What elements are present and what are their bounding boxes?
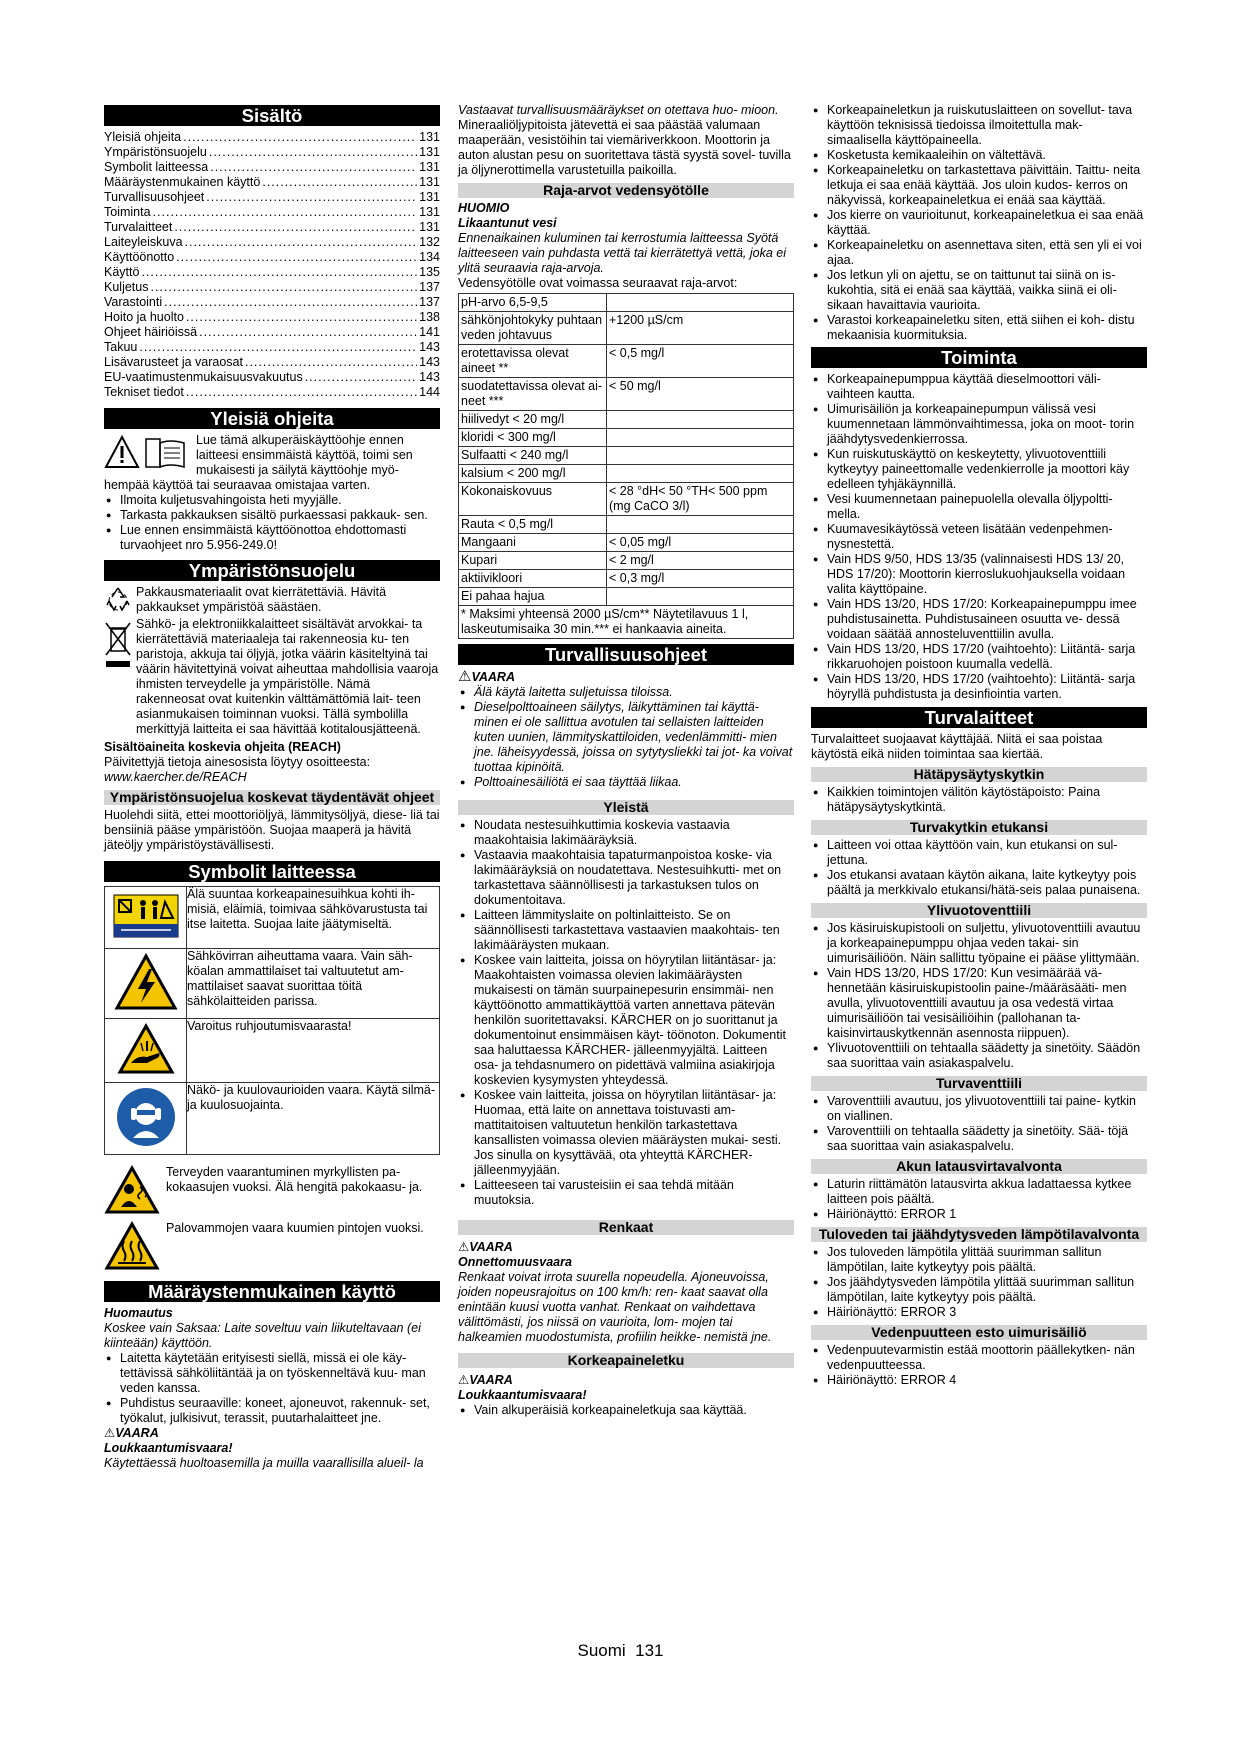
frost-warning-icon (105, 887, 187, 949)
charge-monitor-bullets (811, 1177, 1147, 1222)
danger-heading: Loukkaantumisvaara! (104, 1441, 233, 1455)
emergency-stop-title: Hätäpysäytyskytkin (811, 767, 1147, 782)
list-item: ● Laitteeseen tai varusteisiin ei saa tehdä mitään muutoksia. (458, 1178, 794, 1208)
toc-entry-title: Turvallisuusohjeet (104, 190, 205, 204)
toc-entry[interactable] (104, 220, 440, 235)
table-row (459, 345, 794, 378)
toc-entry-page: 137 (419, 295, 440, 309)
toc-entry[interactable] (104, 175, 440, 190)
high-voltage-icon (105, 949, 187, 1019)
crossed-bin-icon (104, 619, 134, 675)
water-limits-table (458, 293, 794, 639)
limit-parameter: Ei pahaa hajua (459, 588, 607, 606)
toc-entry[interactable] (104, 190, 440, 205)
water-intro: Vedensyötölle ovat voimassa seuraavat raja-arvot: (458, 276, 738, 290)
general-intro-line: Lue tämä alkuperäiskäyttöohje ennen (196, 433, 404, 447)
toc-leader (199, 325, 417, 340)
env2-title: Ympäristönsuojelua koskevat täydentävät ohjeet (104, 790, 440, 805)
list-item: ● Lue ennen ensimmäistä käyttöönottoa ehdottomasti turvaohjeet nro 5.956-249.0! (104, 523, 440, 553)
general-intro (104, 433, 440, 478)
general-intro-tail: hempää käyttöä tai seuraavaa omistajaa varten. (104, 478, 371, 492)
relief-valve-bullets (811, 1094, 1147, 1154)
toc-leader (262, 175, 417, 190)
list-item: ● Ylivuotoventtiili on tehtaalla säädetty ja sinetöity. Säädön saa suorittaa vain asiakaspalvelu. (811, 1041, 1147, 1071)
toc-leader (186, 385, 417, 400)
table-row (459, 606, 794, 639)
table-row (105, 1019, 440, 1083)
table-row (459, 483, 794, 516)
list-item: ● Koskee vain laitteita, joissa on höyrytilan liitäntäsar- ja: Maakohtaisten voimassa olevien lakimääräysten mukaisesti on tämän suurpainepesurin ensimmäi- nen käyttöönotto ammattikäyttöä varten annettava pätevän henkilön suoritettavaksi. KÄRCHER on jo suorittanut ja dokumentoinut ensimmäisen käyt- töönoton. Dokumentit saa haluttaessa KÄRCHER- jälleenmyyjältä. Laitteen osa- ja tehdasnumero on pidettävä valmiina asiakirjoja koskevien kysymysten yhteydessä. (458, 953, 794, 1088)
toc-leader (245, 355, 417, 370)
table-row (459, 294, 794, 312)
toc-entry-page: 132 (419, 235, 440, 249)
note-text: Koskee vain Saksaa: Laite soveltuu vain liikuteltavaan (ei kiinteään) käyttöön. (104, 1321, 421, 1350)
toc-entry[interactable] (104, 145, 440, 160)
table-row (459, 588, 794, 606)
front-cover-bullets (811, 838, 1147, 898)
warning-icon: ⚠ (104, 1426, 116, 1440)
toc-entry-title: Yleisiä ohjeita (104, 130, 182, 144)
notice-text: Ennenaikainen kuluminen tai kerrostumia laitteessa Syötä laitteeseen vain puhdasta vettä tai kierrätettyä vettä, joka ei ylitä seuraavia raja-arvoja. (458, 231, 786, 275)
reach-text: Päivitettyjä tietoja ainesosista löytyy osoitteesta: (104, 755, 371, 769)
danger-text: Käytettäessä huoltoasemilla ja muilla vaarallisilla alueil- la (104, 1456, 424, 1470)
symbol-text: Varoitus ruhjoutumisvaarasta! (187, 1019, 440, 1083)
env-weee (104, 617, 440, 737)
limit-value: < 0,05 mg/l (607, 534, 794, 552)
toc-leader (164, 295, 417, 310)
danger-label-text: VAARA (471, 670, 515, 684)
toxic-gas-row (104, 1165, 440, 1219)
top-text: Mineraaliöljypitoista jätevettä ei saa päästää valumaan maaperään, vesistöihin tai viemäriverkkoon. Moottorin ja auton alustan pesu on suoritettava tästä syystä sovel- tuvilla ja öljynerottimella varustetuilla paikoilla. (458, 118, 791, 177)
toc-entry-page: 138 (419, 310, 440, 324)
toc-leader (150, 280, 417, 295)
toc-entry-page: 141 (419, 325, 440, 339)
list-item: ● Polttoainesäiliötä ei saa täyttää liikaa. (458, 775, 794, 790)
hose-bullets (811, 103, 1147, 343)
symbols-table (104, 886, 440, 1155)
toc-entry-title: Varastointi (104, 295, 163, 309)
list-item: ● Varoventtiili on tehtaalla säädetty ja sinetöity. Sää- töjä saa suorittaa vain asiakaspalvelu. (811, 1124, 1147, 1154)
danger-label (458, 1240, 794, 1255)
table-row (459, 534, 794, 552)
table-row (459, 312, 794, 345)
emergency-stop-bullets (811, 785, 1147, 815)
toc-entry-page: 131 (419, 205, 440, 219)
symbol-text: Näkö- ja kuulovaurioiden vaara. Käytä silmä- ja kuulosuojainta. (187, 1083, 440, 1155)
list-item: ● Älä käytä laitetta suljetuissa tiloissa. (458, 685, 794, 700)
env-recycle (104, 585, 440, 617)
list-item: ● Uimurisäiliön ja korkeapainepumpun välissä vesi kuumennetaan lämmönvaihtimessa, joka on moot- torin jäähdytysvedenkierrossa. (811, 402, 1147, 447)
list-item: ● Laitteen lämmityslaite on poltinlaitteisto. Se on säännöllisesti tarkastettava vastaavien maakohtais- ten lakimääräysten mukaan. (458, 908, 794, 953)
toc-entry-page: 143 (419, 340, 440, 354)
toc-entry-page: 131 (419, 145, 440, 159)
warning-icon: ⚠ (458, 668, 472, 685)
symbol-text: Sähkövirran aiheuttama vaara. Vain säh- köalan ammattilaiset tai valtuutetut am- mattilaiset saavat suorittaa töitä sähkölaitteiden parissa. (187, 949, 440, 1019)
toxic-gas-text: Terveyden vaarantuminen myrkyllisten pa- kokaasujen vuoksi. Älä hengitä pakokaasu- ja. (166, 1165, 423, 1194)
list-item: ● Tarkasta pakkauksen sisältö purkaessasi pakkauk- sen. (104, 508, 440, 523)
toc-entry[interactable] (104, 160, 440, 175)
list-item: ● Koskee vain laitteita, joissa on höyrytilan liitäntäsar- ja: Huomaa, että laite on annettava toistuvasti am- mattitaitoisen valtuutetun henkilön tarkastettava kansallisten voimassa olevien määräysten mukai- sesti. Jos sinulla on kysyttävää, ota yhteyttä KÄRCHER-jälleenmyyjään. (458, 1088, 794, 1178)
toxic-gas-icon (104, 1165, 166, 1219)
toc-entry-page: 131 (419, 175, 440, 189)
toc-leader (305, 370, 417, 385)
list-item: ● Vastaavia maakohtaisia tapaturmanpoistoa koske- via lakimääräyksiä on noudatettava. Nestesuihkutti- met on tarkastettava säännöllisesti ja tarkastuksen tulos on dokumentoitava. (458, 848, 794, 908)
toc-entry-title: Ohjeet häiriöissä (104, 325, 198, 339)
table-row (105, 949, 440, 1019)
toc-leader (174, 220, 417, 235)
list-item: ● Dieselpolttoaineen säilytys, läikyttäminen tai käyttä- minen ei ole sallittua avotulen tai sellaisten laitteiden kuten uunien, lämmityskattiloiden, vedenlämmitti- mien jne. läheisyydessä, joissa on sytytysliekki tai jot- ka voivat tuottaa kipinöitä. (458, 700, 794, 775)
toc-leader (183, 130, 417, 145)
limit-parameter: kloridi < 300 mg/l (459, 429, 607, 447)
env-weee-text: Sähkö- ja elektroniikkalaitteet sisältävät arvokkai- ta kierrätettäviä materiaaleja tai rakenneosia ku- ten paristoja, akkuja tai öljyjä, jotka väärin käsiteltyinä tai väärin hävitettyinä voivat aiheuttaa mahdollisia vaaroja ihmisten terveydelle ja ympäristölle. Nämä rakenneosat ovat kuitenkin välttämättömiä lait- teen asianmukaisen toiminnan vuoksi. Tällä symbolilla merkittyjä laitteita ei saa hävittää kotitalousjätteenä. (136, 617, 439, 736)
list-item: ● Laturin riittämätön latausvirta akkua ladattaessa kytkee laitteen pois päältä. (811, 1177, 1147, 1207)
read-manual-icon (104, 433, 196, 478)
hot-surface-text: Palovammojen vaara kuumien pintojen vuoksi. (166, 1221, 424, 1235)
toc-entry[interactable] (104, 250, 440, 265)
warning-icon: ⚠ (458, 1240, 470, 1254)
warning-icon: ⚠ (458, 1373, 470, 1387)
toc-entry[interactable] (104, 355, 440, 370)
list-item: ● Vain HDS 13/20, HDS 17/20: Kun vesimäärää vä- hennetään käsiruiskupistoolin paine-/määräsääti- men avulla, ylivuotoventtiili avautuu ja osa vedestä virtaa uimurisäiliöön tai vesisäiliöihin (pallohanan ta- kaisinvirtauskytkennän asennosta riippuen). (811, 966, 1147, 1041)
toc-entry[interactable] (104, 385, 440, 400)
temperature-monitor-title: Tuloveden tai jäähdytysveden lämpötilavalvonta (811, 1227, 1147, 1242)
list-item: ● Korkeapaineletku on tarkastettava päivittäin. Taittu- neita letkuja ei saa enää käyttää. Jos uloin kudos- kerros on näkyvissä, korkeapaineletkua ei enää saa käyttää. (811, 163, 1147, 208)
list-item: ● Korkeapaineletku on asennettava siten, että sen yli ei voi ajaa. (811, 238, 1147, 268)
limit-parameter: erotettavissa olevat aineet ** (459, 345, 607, 378)
limit-value (607, 294, 794, 312)
limit-value: < 50 mg/l (607, 378, 794, 411)
limit-parameter: Sulfaatti < 240 mg/l (459, 447, 607, 465)
list-item: ● Vain HDS 9/50, HDS 13/35 (valinnaisesti HDS 13/ 20, HDS 17/20): Moottorin kierroslukuohjauksella voidaan valita käyttöpaine. (811, 552, 1147, 597)
limit-parameter: aktiivikloori (459, 570, 607, 588)
toc-entry-title: Laiteyleiskuva (104, 235, 183, 249)
toc-title: Sisältö (104, 105, 440, 126)
env-recycle-text: Pakkausmateriaalit ovat kierrätettäviä. Hävitä pakkaukset ympäristöä säästäen. (136, 585, 387, 614)
toc-entry-title: Käyttö (104, 265, 140, 279)
list-item: ● Häiriönäyttö: ERROR 3 (811, 1305, 1147, 1320)
toc-leader (153, 205, 418, 220)
toc-entry[interactable] (104, 295, 440, 310)
use-bullets (104, 1351, 440, 1426)
toc-entry-title: Hoito ja huolto (104, 310, 184, 324)
intended-use-title: Määräystenmukainen käyttö (104, 1281, 440, 1302)
table-row (459, 447, 794, 465)
toc-entry[interactable] (104, 265, 440, 280)
general-intro-line: mukaisesti ja säilytä käyttöohje myö- (196, 463, 399, 477)
page-footer (0, 1643, 1241, 1658)
toc-entry-title: Takuu (104, 340, 138, 354)
list-item: ● Kuumavesikäytössä veteen lisätään vedenpehmen- nysnestettä. (811, 522, 1147, 552)
tyres-title: Renkaat (458, 1220, 794, 1235)
list-item: ● Kosketusta kemikaaleihin on vältettävä. (811, 148, 1147, 163)
function-title: Toiminta (811, 347, 1147, 368)
toc-entry-title: Toiminta (104, 205, 151, 219)
toc-leader (209, 145, 417, 160)
list-item: ● Noudata nestesuihkuttimia koskevia vastaavia maakohtaisia lakimääräyksiä. (458, 818, 794, 848)
hot-surface-icon (104, 1221, 166, 1275)
toc-entry-title: Kuljetus (104, 280, 149, 294)
list-item: ● Puhdistus seuraaville: koneet, ajoneuvot, rakennuk- set, työkalut, julkisivut, terassit, puutarhalaitteet jne. (104, 1396, 440, 1426)
toc-leader (139, 340, 417, 355)
dry-run-bullets (811, 1343, 1147, 1388)
environment-title: Ympäristönsuojelu (104, 560, 440, 581)
limit-value (607, 465, 794, 483)
table-row (459, 378, 794, 411)
ear-eye-protection-icon (105, 1083, 187, 1155)
list-item: ● Jos jäähdytysveden lämpötila ylittää suurimman sallitun lämpötilan, laite kytkeytyy pois päältä. (811, 1275, 1147, 1305)
limit-parameter: Mangaani (459, 534, 607, 552)
table-of-contents (104, 130, 440, 400)
table-row (105, 887, 440, 949)
toc-leader (185, 235, 418, 250)
front-cover-switch-title: Turvakytkin etukansi (811, 820, 1147, 835)
limit-value (607, 516, 794, 534)
toc-entry-page: 135 (419, 265, 440, 279)
toc-entry-page: 143 (419, 355, 440, 369)
list-item: ● Vedenpuutevarmistin estää moottorin päällekytken- nän vedenpuutteessa. (811, 1343, 1147, 1373)
function-bullets (811, 372, 1147, 702)
limit-value (607, 588, 794, 606)
danger-label (104, 1426, 440, 1441)
toc-entry-title: Lisävarusteet ja varaosat (104, 355, 243, 369)
toc-leader (186, 310, 417, 325)
limit-value: < 0,3 mg/l (607, 570, 794, 588)
notice-heading: Likaantunut vesi (458, 216, 557, 230)
safety-devices-text: Turvalaitteet suojaavat käyttäjää. Niitä ei saa poistaa käytöstä eikä niiden toimintaa saa kiertää. (811, 732, 1103, 761)
list-item: ● Laitetta käytetään erityisesti siellä, missä ei ole käy- tettävissä sähköliitäntää ja on työskenneltävä kuu- man veden kanssa. (104, 1351, 440, 1396)
charge-monitor-title: Akun latausvirtavalvonta (811, 1159, 1147, 1174)
toc-entry-page: 131 (419, 190, 440, 204)
limit-parameter: pH-arvo 6,5-9,5 (459, 294, 607, 312)
temperature-monitor-bullets (811, 1245, 1147, 1320)
toc-leader (210, 160, 417, 175)
toc-entry-title: Käyttöönotto (104, 250, 175, 264)
toc-leader (206, 190, 417, 205)
list-item: ● Häiriönäyttö: ERROR 1 (811, 1207, 1147, 1222)
tyres-heading: Onnettomuusvaara (458, 1255, 572, 1269)
column-middle (458, 103, 794, 1418)
toc-entry-page: 131 (419, 220, 440, 234)
symbol-text: Älä suuntaa korkeapainesuihkua kohti ih- misiä, eläimiä, toimivaa sähkövarustusta tai itse laitetta. Suojaa laite jäätymiseltä. (187, 887, 440, 949)
danger-label (458, 1373, 794, 1388)
table-row (459, 429, 794, 447)
toc-entry[interactable] (104, 340, 440, 355)
general-title: Yleistä (458, 800, 794, 815)
footer-language: Suomi (577, 1641, 626, 1660)
water-limits-title: Raja-arvot vedensyötölle (458, 183, 794, 198)
list-item: ● Korkeapaineletkun ja ruiskutuslaitteen on sovellut- tava käyttöön teknisissä tiedoissa ilmoitettulla mak- simaalisella käyttöpaineella. (811, 103, 1147, 148)
symbols-title: Symbolit laitteessa (104, 861, 440, 882)
notice-label: HUOMIO (458, 201, 510, 215)
list-item: ● Jos käsiruiskupistooli on suljettu, ylivuotoventtiili avautuu ja korkeapainepumppu ohjaa veden takai- sin uimurisäiliöön. Näin sallittu työpaine ei pääse ylittymään. (811, 921, 1147, 966)
general-bullets (458, 818, 794, 1208)
list-item: ● Varastoi korkeapaineletku siten, että siihen ei koh- distu mekaanisia kuormituksia. (811, 313, 1147, 343)
limits-footnote: * Maksimi yhteensä 2000 µS/cm** Näytetilavuus 1 l, laskeutumisaika 30 min.*** ei hankaavia aineita. (459, 606, 794, 639)
safety-devices-title: Turvalaitteet (811, 707, 1147, 728)
column-left (104, 103, 440, 1471)
list-item: ● Jos kierre on vaurioitunut, korkeapaineletkua ei saa enää käyttää. (811, 208, 1147, 238)
toc-entry[interactable] (104, 235, 440, 250)
toc-entry-title: Määräystenmukainen käyttö (104, 175, 261, 189)
list-item: ● Ilmoita kuljetusvahingoista heti myyjälle. (104, 493, 440, 508)
toc-entry-title: Ympäristönsuojelu (104, 145, 207, 159)
list-item: ● Kun ruiskutuskäyttö on keskeytetty, ylivuotoventtiili kytkeytyy paineettomalle vedenkierrolle ja moottori käy edelleen tyhjäkäynnillä. (811, 447, 1147, 492)
hose-title: Korkeapaineletku (458, 1353, 794, 1368)
toc-entry-title: EU-vaatimustenmukaisuusvakuutus (104, 370, 303, 384)
list-item: ● Jos etukansi avataan käytön aikana, laite kytkeytyy pois päältä ja merkkivalo etukansi/hätä-seis palaa punaisena. (811, 868, 1147, 898)
list-item: ● Vain HDS 13/20, HDS 17/20 (vaihtoehto): Liitäntä- sarja höyryllä puhdistusta ja desinfiointia varten. (811, 672, 1147, 702)
page-number: 131 (635, 1641, 664, 1660)
table-row (105, 1083, 440, 1155)
limit-parameter: Kokonaiskovuus (459, 483, 607, 516)
limit-parameter: hiilivedyt < 20 mg/l (459, 411, 607, 429)
toc-entry[interactable] (104, 205, 440, 220)
limit-value (607, 429, 794, 447)
limit-parameter: sähkönjohtokyky puhtaan veden johtavuus (459, 312, 607, 345)
hot-surface-row (104, 1221, 440, 1275)
list-item: ● Vain HDS 13/20, HDS 17/20 (vaihtoehto): Liitäntä- sarja rikkaruohojen poistoon kuumalla vedellä. (811, 642, 1147, 672)
table-row (459, 465, 794, 483)
danger-label-text: VAARA (115, 1426, 159, 1440)
toc-entry-title: Turvalaitteet (104, 220, 173, 234)
table-row (459, 516, 794, 534)
list-item: ● Kaikkien toimintojen välitön käytöstäpoisto: Paina hätäpysäytyskytkintä. (811, 785, 1147, 815)
table-row (459, 552, 794, 570)
env2-text: Huolehdi siitä, ettei moottoriöljyä, lämmitysöljyä, diese- liä tai bensiiniä pääse ympäristöön. Suojaa maaperä ja hävitä jäteöljy ympäristöystävällisesti. (104, 808, 440, 852)
hose-bullets (458, 1403, 794, 1418)
recycle-icon (104, 585, 136, 617)
list-item: ● Jos tuloveden lämpötila ylittää suurimman sallitun lämpötilan, laite kytkeytyy pois päältä. (811, 1245, 1147, 1275)
list-item: ● Vain alkuperäisiä korkeapaineletkuja saa käyttää. (458, 1403, 794, 1418)
toc-entry-page: 137 (419, 280, 440, 294)
general-bullets (104, 493, 440, 553)
safety-title: Turvallisuusohjeet (458, 644, 794, 665)
limit-parameter: Kupari (459, 552, 607, 570)
toc-entry-page: 134 (419, 250, 440, 264)
column-right (811, 103, 1147, 1388)
table-row (459, 570, 794, 588)
danger-label (458, 669, 794, 685)
toc-entry[interactable] (104, 130, 440, 145)
top-italic: Vastaavat turvallisuusmääräykset on otettava huo- mioon. (458, 103, 779, 117)
toc-entry[interactable] (104, 370, 440, 385)
list-item: ● Jos letkun yli on ajettu, se on taittunut tai siinä on is- kukohtia, sitä ei enää saa käyttää, vaikka siinä ei oli- sikaan havaittavia vaurioita. (811, 268, 1147, 313)
toc-entry-page: 143 (419, 370, 440, 384)
list-item: ● Laitteen voi ottaa käyttöön vain, kun etukansi on sul- jettuna. (811, 838, 1147, 868)
toc-entry-title: Symbolit laitteessa (104, 160, 209, 174)
limit-value: +1200 µS/cm (607, 312, 794, 345)
hose-heading: Loukkaantumisvaara! (458, 1388, 587, 1402)
toc-entry-page: 144 (419, 385, 440, 399)
table-row (459, 411, 794, 429)
dry-run-title: Vedenpuutteen esto uimurisäiliö (811, 1325, 1147, 1340)
list-item: ● Varoventtiili avautuu, jos ylivuotoventtiili tai paine- kytkin on viallinen. (811, 1094, 1147, 1124)
toc-leader (176, 250, 417, 265)
danger-label-text: VAARA (469, 1240, 513, 1254)
relief-valve-title: Turvaventtiili (811, 1076, 1147, 1091)
limit-value (607, 411, 794, 429)
limit-value: < 0,5 mg/l (607, 345, 794, 378)
list-item: ● Vesi kuumennetaan painepuolella olevalla öljypoltti- mella. (811, 492, 1147, 522)
overflow-valve-bullets (811, 921, 1147, 1071)
scald-hand-icon (105, 1019, 187, 1083)
list-item: ● Korkeapainepumppua käyttää dieselmoottori väli- vaihteen kautta. (811, 372, 1147, 402)
toc-entry-page: 131 (419, 130, 440, 144)
overflow-valve-title: Ylivuotoventtiili (811, 903, 1147, 918)
toc-entry[interactable] (104, 280, 440, 295)
reach-heading: Sisältöaineita koskevia ohjeita (REACH) (104, 740, 341, 754)
toc-entry-page: 131 (419, 160, 440, 174)
note-heading: Huomautus (104, 1306, 173, 1320)
limit-value: < 2 mg/l (607, 552, 794, 570)
toc-leader (141, 265, 417, 280)
toc-entry-title: Tekniset tiedot (104, 385, 184, 399)
general-intro-line: laitteesi ensimmäistä käyttöä, toimi sen (196, 448, 413, 462)
toc-entry[interactable] (104, 310, 440, 325)
list-item: ● Häiriönäyttö: ERROR 4 (811, 1373, 1147, 1388)
general-title: Yleisiä ohjeita (104, 408, 440, 429)
tyres-text: Renkaat voivat irrota suurella nopeudella. Ajoneuvoissa, joiden nopeusrajoitus on 100 km/h: ren- kaat saavat olla enintään kuusi vuotta vanhat. Renkaat on vaihdettava välittömästi, jos niissä on vaurioita, lom- mojen tai halkeamien muodostumista, profiilin heikke- nemistä jne. (458, 1270, 772, 1344)
toc-entry[interactable] (104, 325, 440, 340)
limit-parameter: suodatettavissa olevat ai- neet *** (459, 378, 607, 411)
reach-url[interactable]: www.kaercher.de/REACH (104, 770, 247, 784)
danger-label-text: VAARA (469, 1373, 513, 1387)
list-item: ● Vain HDS 13/20, HDS 17/20: Korkeapainepumppu imee puhdistusainetta. Puhdistusaineen osuutta ve- dessä voidaan säätää annosteluventtiilin avulla. (811, 597, 1147, 642)
limit-value: < 28 °dH< 50 °TH< 500 ppm (mg CaCO 3/l) (607, 483, 794, 516)
limit-value (607, 447, 794, 465)
limit-parameter: Rauta < 0,5 mg/l (459, 516, 607, 534)
safety-bullets (458, 685, 794, 790)
limit-parameter: kalsium < 200 mg/l (459, 465, 607, 483)
